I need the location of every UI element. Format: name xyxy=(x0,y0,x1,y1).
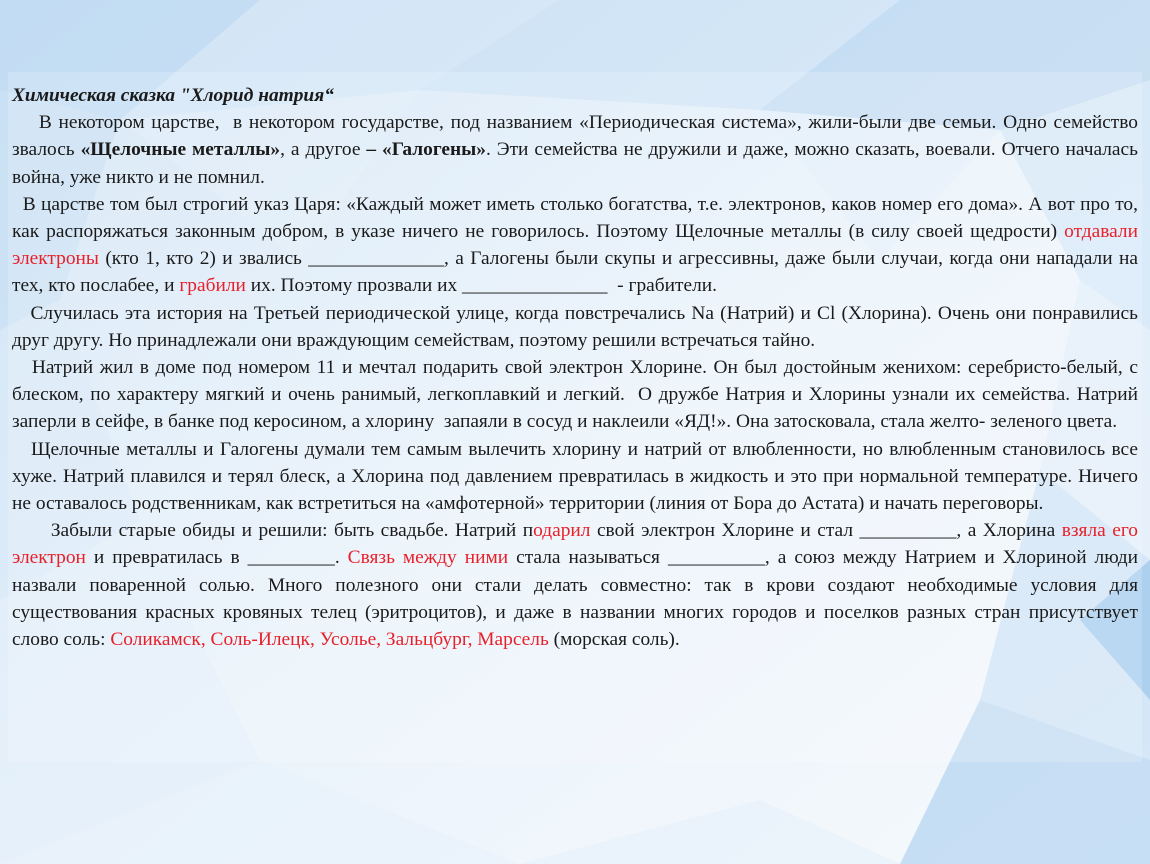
bold-term: – «Галогены» xyxy=(366,139,486,161)
text-segment: , а другое xyxy=(280,139,367,161)
bold-term: «Щелочные металлы» xyxy=(80,139,281,161)
paragraph xyxy=(12,109,1143,191)
text-segment: . Эти семейства не дружили и даже, можно сказать, воевали. Отчего началась война, уже никто и не помнил. xyxy=(12,139,1143,188)
text-segment: В царстве том был строгий указ Царя: «Каждый может иметь столько богатства, т.е. электронов, каков номер его дома». А вот про то, как распоряжаться законным добром, в указе ничего не говорилось. Поэтому Щелочные металлы (в силу своей щедрости) xyxy=(12,193,1143,243)
text-segment: В некотором царстве, в некотором государстве, под названием «Периодическая система», жили-были две семьи. Одно семейство звалось xyxy=(12,112,1143,161)
highlighted-term: отдавали электроны xyxy=(12,221,1143,270)
text-segment: стала называться __________, а союз между Натрием и Хлориной люди назвали поваренной солью. Много полезного они стали делать совместно: так в крови создают необходимые условия для существования красных кровяных телец (эритроцитов), и даже в названии многих городов и поселков разных стран присутствует слово соль: xyxy=(12,547,1143,651)
highlighted-term: Связь между ними xyxy=(347,547,509,569)
highlighted-term: одарил xyxy=(533,520,591,542)
text-segment: Случилась эта история на Третьей периодической улице, когда повстречались Na (Натрий) и Cl (Хлорина). Очень они понравились друг другу. Но принадлежали они враждующим семействам, поэтому решили встречаться тайно. xyxy=(12,302,1143,351)
text-segment: и превратилась в _________. xyxy=(85,547,348,569)
document-body xyxy=(12,82,1148,653)
document-title: Химическая сказка "Хлорид натрия“ xyxy=(12,85,334,106)
paragraph xyxy=(12,191,1143,300)
story-text xyxy=(12,109,1148,653)
text-segment: Забыли старые обиды и решили: быть свадьбе. Натрий п xyxy=(12,520,534,542)
text-segment: (морская соль). xyxy=(548,629,680,651)
text-segment: свой электрон Хлорине и стал __________, а Хлорина xyxy=(590,520,1062,542)
paragraph xyxy=(12,436,1143,518)
paragraph xyxy=(12,517,1143,653)
text-segment: Щелочные металлы и Галогены думали тем самым вылечить хлорину и натрий от влюбленности, но влюбленным становилось все хуже. Натрий плавился и терял блеск, а Хлорина под давлением превратилась в жидкость и это при нормальной температуре. Ничего не оставалось родственникам, как встретиться на «амфотерной» территории (линия от Бора до Астата) и начать переговоры. xyxy=(12,438,1143,515)
paragraph xyxy=(12,354,1148,436)
text-segment: (кто 1, кто 2) и звались ______________, а Галогены были скупы и агрессивны, даже были случаи, когда они нападали на тех, кто послабее, и xyxy=(12,248,1143,297)
highlighted-term: грабили xyxy=(179,275,246,297)
text-segment: Натрий жил в доме под номером 11 и мечтал подарить свой электрон Хлорине. Он был достойным женихом: серебристо-белый, с блеском, по характеру мягкий и очень ранимый, легкоплавкий и легкий. О дружбе Натрия и Хлорины узнали их семейства. Натрий заперли в сейфе, в банке под керосином, а хлорину запаяли в сосуд и наклеили «ЯД!». Она затосковала, стала желто- зеленого цвета. xyxy=(12,357,1148,433)
paragraph xyxy=(12,300,1143,354)
text-segment: их. Поэтому прозвали их _______________ - грабители. xyxy=(245,275,717,297)
highlighted-term: взяла его электрон xyxy=(12,520,1143,569)
highlighted-term: Соликамск, Соль-Илецк, Усолье, Зальцбург, Марсель xyxy=(110,629,549,651)
